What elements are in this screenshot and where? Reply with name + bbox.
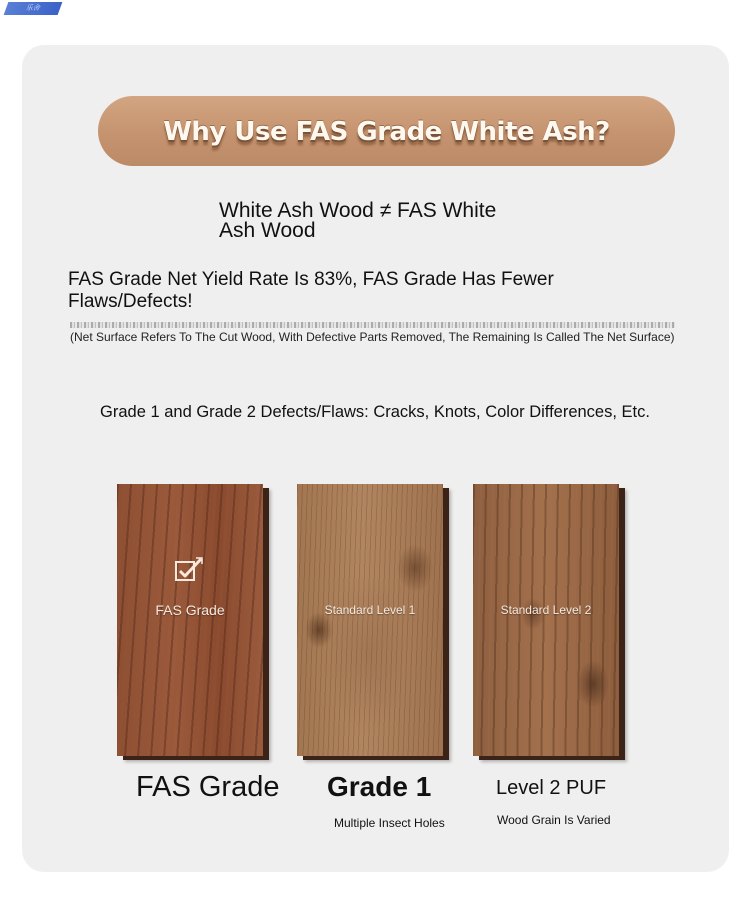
panel-label-grade1: Standard Level 1 — [324, 603, 416, 617]
corner-tag — [4, 2, 63, 15]
corner-tag-text: 乐舍 — [24, 5, 42, 12]
defects-line: Grade 1 and Grade 2 Defects/Flaws: Cracks, Knots, Color Differences, Etc. — [100, 403, 650, 421]
grade-heading-grade1: Grade 1 — [327, 771, 432, 802]
grade-heading-fas: FAS Grade — [136, 771, 280, 803]
divider-strip — [70, 322, 675, 328]
panel-label-fas: FAS Grade — [155, 602, 225, 618]
subtitle: White Ash Wood ≠ FAS White Ash Wood — [219, 199, 497, 242]
wood-panel-grade2 — [473, 484, 619, 756]
grade-caption-level2: Wood Grain Is Varied — [497, 813, 611, 827]
grade-heading-level2: Level 2 PUF — [496, 777, 607, 799]
yield-statement: FAS Grade Net Yield Rate Is 83%, FAS Grade Has Fewer Flaws/Defects! — [68, 269, 554, 312]
checkbox-check-icon — [174, 556, 204, 582]
wood-panel-grade1 — [297, 484, 443, 756]
wood-panel-fas — [117, 484, 263, 756]
page-title: Why Use FAS Grade White Ash? — [163, 117, 610, 147]
net-surface-note: (Net Surface Refers To The Cut Wood, With Defective Parts Removed, The Remaining Is Called The Net Surface) — [70, 330, 675, 344]
grade-caption-grade1: Multiple Insect Holes — [334, 816, 445, 830]
panel-label-grade2: Standard Level 2 — [500, 603, 592, 617]
